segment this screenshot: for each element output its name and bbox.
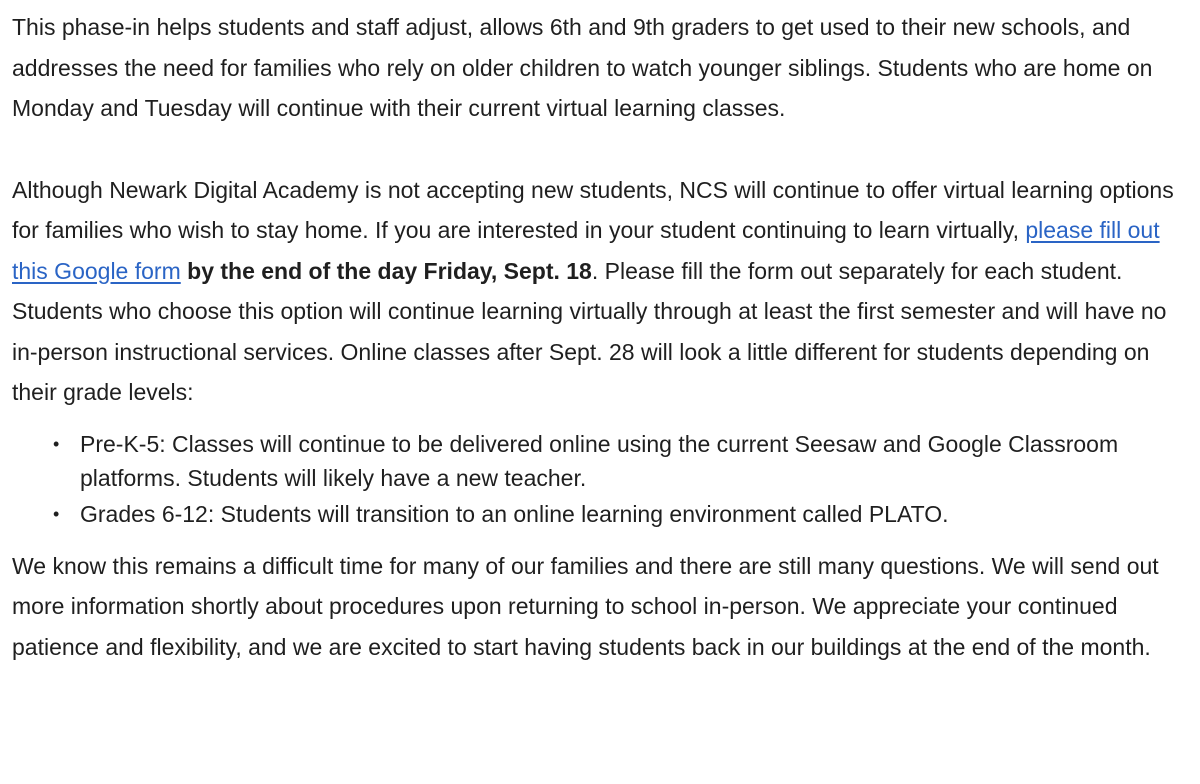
grade-level-list xyxy=(12,427,1182,531)
bullet-icon: • xyxy=(53,503,60,524)
closing-paragraph: We know this remains a difficult time for many of our families and there are still many questions. We will send out more information shortly about procedures upon returning to school in-person. We appreciate your continued patience and flexibility, and we are excited to start having students back in our buildings at the end of the month. xyxy=(12,552,1159,660)
virtual-learning-details-text: . Please fill the form out separately for each student. Students who choose this option will continue learning virtually through at least the first semester and will have no in-person instructional services. Online classes after Sept. 28 will look a little different for students depending on their grade levels: xyxy=(12,257,1167,405)
bullet-icon: • xyxy=(53,433,60,454)
phase-in-paragraph: This phase-in helps students and staff adjust, allows 6th and 9th graders to get used to their new schools, and addresses the need for families who rely on older children to watch younger siblings. Students who are home on Monday and Tuesday will continue with their current virtual learning classes. xyxy=(12,14,1153,121)
virtual-learning-intro-text: Although Newark Digital Academy is not accepting new students, NCS will continue to offer virtual learning options for families who wish to stay home. If you are interested in your student continuing to learn virtually, xyxy=(12,176,1174,243)
virtual-learning-paragraph xyxy=(12,170,1182,413)
deadline-text: by the end of the day Friday, Sept. 18 xyxy=(187,257,592,284)
article-body xyxy=(12,7,1182,667)
list-item-text: Grades 6-12: Students will transition to an online learning environment called PLATO. xyxy=(80,500,949,527)
google-form-link[interactable]: please fill out this Google form xyxy=(12,217,1160,284)
list-item xyxy=(53,497,1182,531)
list-item xyxy=(53,427,1182,495)
list-item-text: Pre-K-5: Classes will continue to be delivered online using the current Seesaw and Google Classroom platforms. Students will likely have a new teacher. xyxy=(80,430,1119,491)
